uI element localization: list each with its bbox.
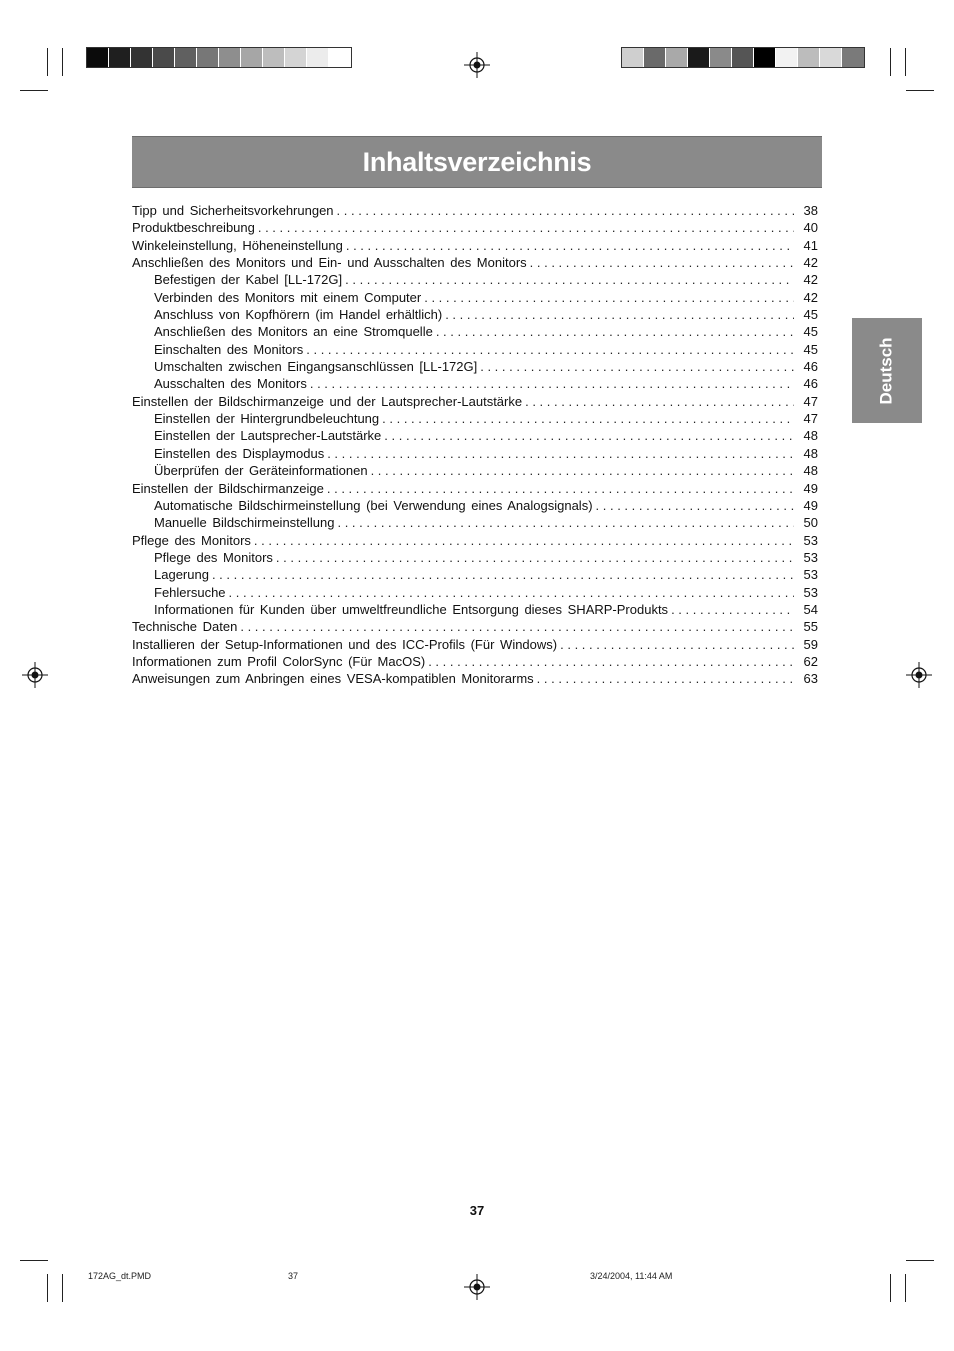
toc-entry-label: Anschließen des Monitors und Ein- und Ausschalten des Monitors bbox=[132, 255, 527, 271]
toc-entry-label: Automatische Bildschirmeinstellung (bei Verwendung eines Analogsignals) bbox=[154, 497, 593, 513]
toc-leader-dots bbox=[345, 271, 794, 288]
language-tab bbox=[852, 318, 922, 423]
page-title: Inhaltsverzeichnis bbox=[362, 146, 592, 177]
toc-leader-dots bbox=[530, 254, 794, 271]
toc-leader-dots bbox=[480, 358, 794, 375]
toc-entry-page: 45 bbox=[803, 307, 818, 323]
toc-entry-label: Verbinden des Monitors mit einem Computer bbox=[154, 289, 422, 305]
footer-file-name: 172AG_dt.PMD bbox=[88, 1271, 152, 1281]
toc-leader-dots bbox=[327, 480, 794, 497]
toc-leader-dots bbox=[445, 306, 794, 323]
color-bar-left bbox=[86, 47, 352, 68]
color-swatch bbox=[754, 48, 776, 67]
toc-entry-page: 53 bbox=[803, 584, 818, 600]
footer-timestamp: 3/24/2004, 11:44 AM bbox=[590, 1271, 673, 1281]
toc-leader-dots bbox=[310, 375, 794, 392]
color-swatch bbox=[87, 48, 109, 67]
toc-entry-page: 42 bbox=[803, 289, 818, 305]
toc-entry-page: 62 bbox=[803, 653, 818, 669]
toc-entry[interactable] bbox=[132, 480, 818, 497]
color-swatch bbox=[842, 48, 864, 67]
toc-entry-label: Umschalten zwischen Eingangsanschlüssen [LL-172G] bbox=[154, 359, 478, 375]
toc-entry-page: 45 bbox=[803, 341, 818, 357]
toc-entry-label: Fehlersuche bbox=[154, 584, 226, 600]
toc-entry[interactable] bbox=[132, 202, 818, 219]
toc-entry[interactable] bbox=[132, 271, 818, 288]
toc-leader-dots bbox=[258, 219, 794, 236]
toc-entry-page: 54 bbox=[803, 601, 818, 617]
toc-entry-label: Überprüfen der Geräteinformationen bbox=[154, 463, 368, 479]
toc-entry[interactable] bbox=[132, 375, 818, 392]
toc-leader-dots bbox=[424, 289, 794, 306]
toc-leader-dots bbox=[306, 341, 794, 358]
toc-entry-label: Einschalten des Monitors bbox=[154, 341, 304, 357]
toc-entry[interactable] bbox=[132, 237, 818, 254]
toc-leader-dots bbox=[346, 237, 794, 254]
toc-entry[interactable] bbox=[132, 323, 818, 340]
color-swatch bbox=[307, 48, 329, 67]
toc-entry-label: Manuelle Bildschirmeinstellung bbox=[154, 515, 335, 531]
color-swatch bbox=[197, 48, 219, 67]
color-swatch bbox=[263, 48, 285, 67]
title-band bbox=[132, 136, 822, 188]
toc-entry-page: 50 bbox=[803, 515, 818, 531]
footer-sheet-number: 37 bbox=[288, 1271, 299, 1281]
toc-entry-page: 45 bbox=[803, 324, 818, 340]
color-swatch bbox=[776, 48, 798, 67]
toc-entry[interactable] bbox=[132, 358, 818, 375]
toc-entry[interactable] bbox=[132, 393, 818, 410]
toc-entry[interactable] bbox=[132, 445, 818, 462]
toc-entry-page: 49 bbox=[803, 497, 818, 513]
toc-entry[interactable] bbox=[132, 427, 818, 444]
toc-entry-label: Produktbeschreibung bbox=[132, 220, 255, 236]
toc-leader-dots bbox=[337, 202, 794, 219]
toc-entry-page: 40 bbox=[803, 220, 818, 236]
toc-entry-label: Einstellen der Hintergrundbeleuchtung bbox=[154, 411, 380, 427]
toc-leader-dots bbox=[384, 427, 794, 444]
toc-entry-page: 47 bbox=[803, 393, 818, 409]
toc-leader-dots bbox=[254, 532, 794, 549]
toc-leader-dots bbox=[337, 514, 794, 531]
toc-entry-label: Befestigen der Kabel [LL-172G] bbox=[154, 272, 343, 288]
toc-entry[interactable] bbox=[132, 532, 818, 549]
color-swatch bbox=[153, 48, 175, 67]
toc-entry-label: Lagerung bbox=[154, 567, 209, 583]
toc-entry-page: 53 bbox=[803, 549, 818, 565]
toc-leader-dots bbox=[327, 445, 794, 462]
toc-leader-dots bbox=[240, 618, 794, 635]
toc-entry-page: 42 bbox=[803, 272, 818, 288]
toc-entry[interactable] bbox=[132, 514, 818, 531]
toc-entry-page: 55 bbox=[803, 619, 818, 635]
toc-entry-page: 53 bbox=[803, 532, 818, 548]
toc-entry-page: 38 bbox=[803, 203, 818, 218]
toc-entry[interactable] bbox=[132, 670, 818, 687]
toc-entry-page: 47 bbox=[803, 411, 818, 427]
registration-mark-icon bbox=[464, 1274, 490, 1300]
registration-mark-icon bbox=[22, 662, 48, 688]
toc-entry-label: Einstellen des Displaymodus bbox=[154, 445, 325, 461]
color-swatch bbox=[241, 48, 263, 67]
toc-entry-label: Anschluss von Kopfhörern (im Handel erhältlich) bbox=[154, 307, 443, 323]
color-swatch bbox=[644, 48, 666, 67]
color-swatch bbox=[622, 48, 644, 67]
color-bar-right bbox=[621, 47, 865, 68]
toc-entry-page: 63 bbox=[803, 671, 818, 687]
toc-entry-page: 48 bbox=[803, 428, 818, 444]
color-swatch bbox=[820, 48, 842, 67]
toc-entry-label: Technische Daten bbox=[132, 619, 238, 635]
toc-entry-label: Einstellen der Bildschirmanzeige bbox=[132, 480, 324, 496]
toc-entry[interactable] bbox=[132, 219, 818, 236]
toc-leader-dots bbox=[276, 549, 794, 566]
toc-entry-page: 48 bbox=[803, 463, 818, 479]
toc-entry-page: 49 bbox=[803, 480, 818, 496]
toc-entry-label: Einstellen der Lautsprecher-Lautstärke bbox=[154, 428, 382, 444]
toc-entry-label: Informationen zum Profil ColorSync (Für MacOS) bbox=[132, 653, 426, 669]
toc-leader-dots bbox=[212, 566, 794, 583]
toc-entry-label: Pflege des Monitors bbox=[132, 532, 251, 548]
toc-leader-dots bbox=[229, 584, 794, 601]
registration-mark-icon bbox=[906, 662, 932, 688]
toc-leader-dots bbox=[560, 636, 794, 653]
toc-entry[interactable] bbox=[132, 653, 818, 670]
toc-leader-dots bbox=[525, 393, 794, 410]
toc-entry[interactable] bbox=[132, 306, 818, 323]
color-swatch bbox=[732, 48, 754, 67]
toc-entry[interactable] bbox=[132, 410, 818, 427]
table-of-contents bbox=[132, 202, 818, 688]
toc-entry[interactable] bbox=[132, 549, 818, 566]
toc-entry[interactable] bbox=[132, 254, 818, 271]
toc-leader-dots bbox=[671, 601, 794, 618]
toc-entry-page: 42 bbox=[803, 255, 818, 271]
color-swatch bbox=[131, 48, 153, 67]
color-swatch bbox=[175, 48, 197, 67]
color-swatch bbox=[666, 48, 688, 67]
toc-entry[interactable] bbox=[132, 566, 818, 583]
color-swatch bbox=[710, 48, 732, 67]
toc-entry[interactable] bbox=[132, 497, 818, 514]
language-tab-label: Deutsch bbox=[876, 336, 896, 405]
toc-leader-dots bbox=[382, 410, 794, 427]
toc-entry[interactable] bbox=[132, 636, 818, 653]
toc-leader-dots bbox=[428, 653, 794, 670]
toc-entry[interactable] bbox=[132, 618, 818, 635]
toc-entry-page: 41 bbox=[803, 237, 818, 253]
color-swatch bbox=[285, 48, 307, 67]
color-swatch bbox=[109, 48, 131, 67]
color-swatch bbox=[219, 48, 241, 67]
toc-entry[interactable] bbox=[132, 289, 818, 306]
toc-entry-label: Pflege des Monitors bbox=[154, 549, 273, 565]
toc-entry-page: 53 bbox=[803, 567, 818, 583]
toc-entry-label: Einstellen der Bildschirmanzeige und der Lautsprecher-Lautstärke bbox=[132, 393, 523, 409]
toc-entry[interactable] bbox=[132, 341, 818, 358]
toc-leader-dots bbox=[436, 323, 794, 340]
toc-leader-dots bbox=[371, 462, 794, 479]
toc-entry-label: Anschließen des Monitors an eine Stromquelle bbox=[154, 324, 433, 340]
toc-entry-label: Installieren der Setup-Informationen und des ICC-Profils (Für Windows) bbox=[132, 636, 558, 652]
toc-entry-page: 59 bbox=[803, 636, 818, 652]
toc-entry[interactable] bbox=[132, 601, 818, 618]
page-number: 37 bbox=[469, 1203, 485, 1218]
toc-entry[interactable] bbox=[132, 584, 818, 601]
toc-entry[interactable] bbox=[132, 462, 818, 479]
toc-entry-label: Ausschalten des Monitors bbox=[154, 376, 307, 392]
toc-entry-label: Anweisungen zum Anbringen eines VESA-kompatiblen Monitorarms bbox=[132, 671, 534, 687]
toc-leader-dots bbox=[596, 497, 794, 514]
toc-entry-label: Winkeleinstellung, Höheneinstellung bbox=[132, 237, 343, 253]
color-swatch bbox=[688, 48, 710, 67]
toc-leader-dots bbox=[537, 670, 794, 687]
toc-entry-page: 46 bbox=[803, 359, 818, 375]
color-swatch bbox=[798, 48, 820, 67]
toc-entry-page: 46 bbox=[803, 376, 818, 392]
toc-entry-page: 48 bbox=[803, 445, 818, 461]
color-swatch bbox=[329, 48, 351, 67]
toc-entry-label: Informationen für Kunden über umweltfreundliche Entsorgung dieses SHARP-Produkts bbox=[154, 601, 669, 617]
registration-mark-icon bbox=[464, 52, 490, 78]
toc-entry-label: Tipp und Sicherheitsvorkehrungen bbox=[132, 203, 334, 218]
